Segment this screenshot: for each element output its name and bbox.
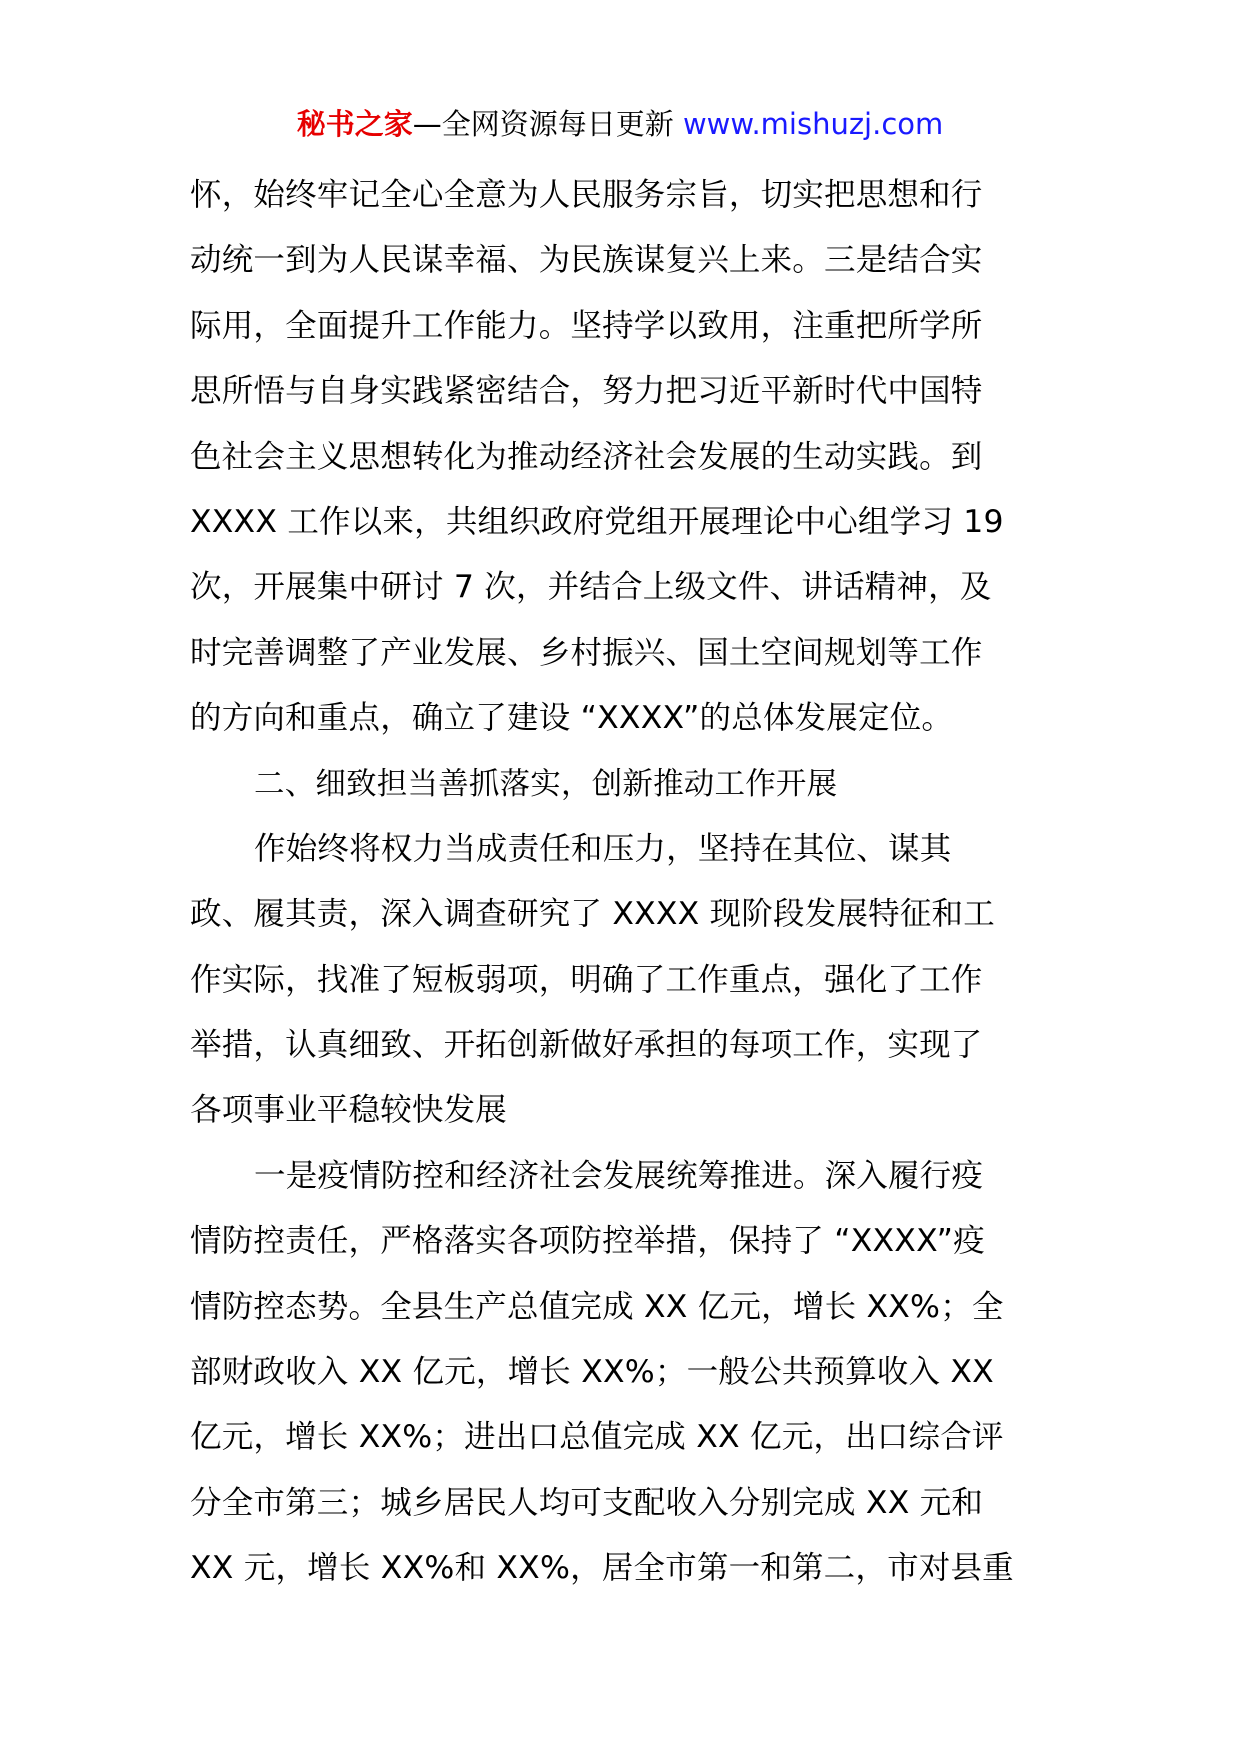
paragraph-first-line: 一是疫情防控和经济社会发展统筹推进。深入履行疫 — [254, 1157, 984, 1194]
paragraph-first-line: 作始终将权力当成责任和压力，坚持在其位、谋其 — [254, 830, 952, 867]
body-line: 亿元，增长 XX%；进出口总值完成 XX 亿元，出口综合评 — [190, 1419, 1004, 1456]
body-line: 际用，全面提升工作能力。坚持学以致用，注重把所学所 — [190, 307, 983, 344]
body-line: 情防控责任，严格落实各项防控举措，保持了 “XXXX”疫 — [190, 1223, 985, 1260]
body-line: 怀，始终牢记全心全意为人民服务宗旨，切实把思想和行 — [190, 177, 983, 213]
body-line: 作实际，找准了短板弱项，明确了工作重点，强化了工作 — [190, 961, 983, 998]
body-line: 思所悟与自身实践紧密结合，努力把习近平新时代中国特 — [190, 373, 983, 410]
section-heading: 二、细致担当善抓落实，创新推动工作开展 — [254, 766, 838, 802]
body-line: XXXX 工作以来，共组织政府党组开展理论中心组学习 19 — [190, 503, 1004, 540]
body-line: 举措，认真细致、开拓创新做好承担的每项工作，实现了 — [190, 1027, 983, 1064]
site-url-link[interactable]: www.mishuzj.com — [682, 107, 944, 141]
body-line: 时完善调整了产业发展、乡村振兴、国土空间规划等工作 — [190, 634, 983, 671]
body-line: 部财政收入 XX 亿元，增长 XX%；一般公共预算收入 XX — [190, 1354, 994, 1391]
site-tagline: —全网资源每日更新 — [412, 107, 674, 141]
body-line: 色社会主义思想转化为推动经济社会发展的生动实践。到 — [190, 438, 983, 475]
site-brand: 秘书之家 — [296, 107, 413, 141]
body-line: XX 元，增长 XX%和 XX%，居全市第一和第二，市对县重 — [190, 1550, 1014, 1587]
body-line: 次，开展集中研讨 7 次，并结合上级文件、讲话精神，及 — [190, 569, 992, 606]
body-line: 的方向和重点，确立了建设 “XXXX”的总体发展定位。 — [190, 700, 954, 737]
body-line: 动统一到为人民谋幸福、为民族谋复兴上来。三是结合实 — [190, 242, 983, 279]
body-line: 政、履其责，深入调查研究了 XXXX 现阶段发展特征和工 — [190, 896, 995, 933]
body-line: 分全市第三；城乡居民人均可支配收入分别完成 XX 元和 — [190, 1484, 984, 1521]
document-body — [190, 163, 1055, 1602]
body-line: 各项事业平稳较快发展 — [190, 1092, 508, 1129]
page-header — [0, 104, 1240, 144]
body-line: 情防控态势。全县生产总值完成 XX 亿元，增长 XX%；全 — [190, 1288, 1004, 1325]
